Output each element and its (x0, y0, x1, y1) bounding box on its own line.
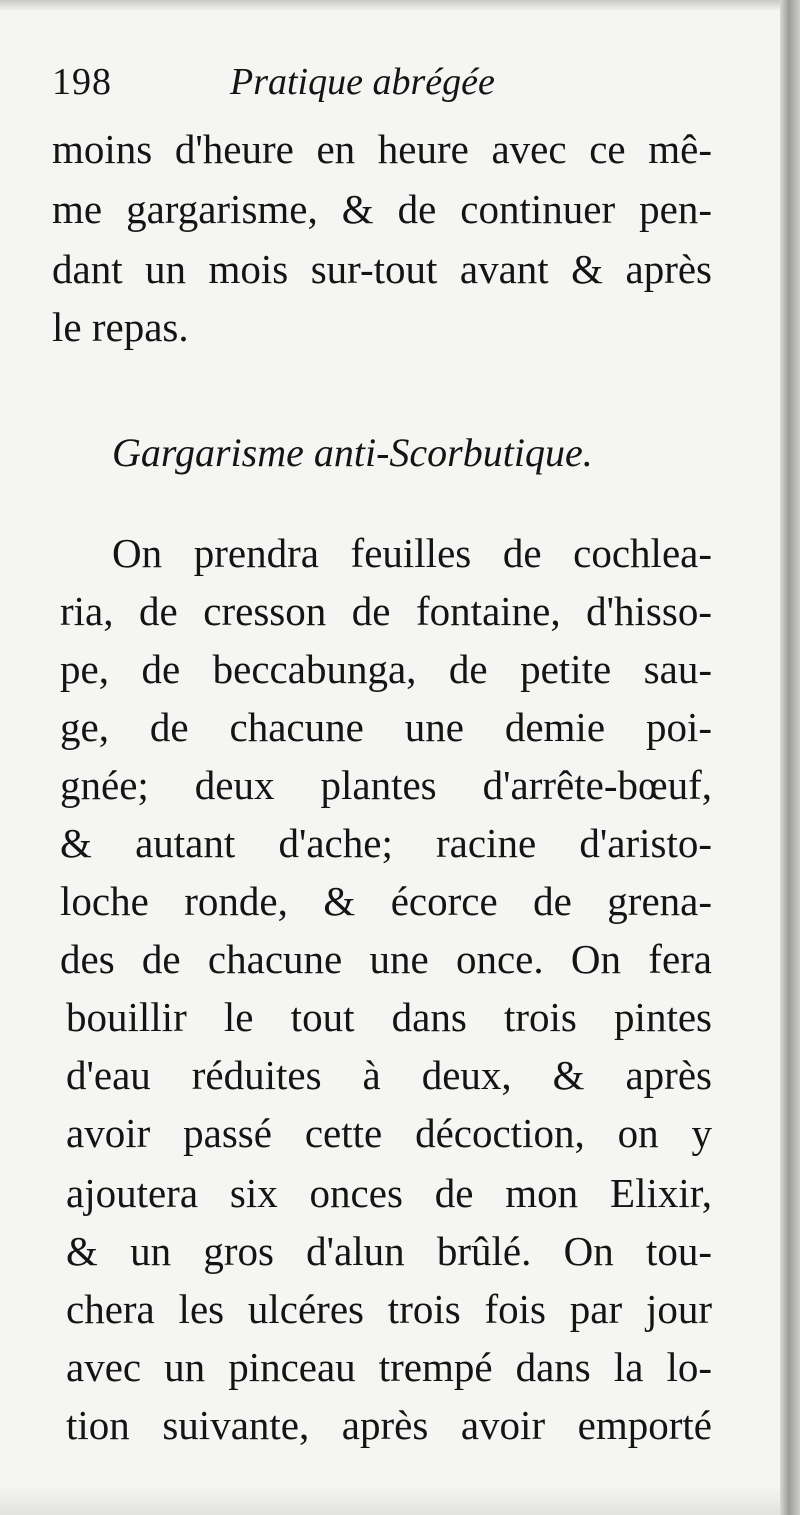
text-line: & un gros d'alun brûlé. On tou- (66, 1228, 712, 1274)
running-title: Pratique abrégée (230, 61, 495, 103)
text-line: des de chacune une once. On fera (60, 936, 712, 982)
text-line: ge, de chacune une demie poi- (60, 704, 712, 750)
text-line: pe, de beccabunga, de petite sau- (60, 646, 712, 692)
text-line: avec un pinceau trempé dans la lo- (66, 1344, 712, 1390)
text-line: loche ronde, & écorce de grena- (60, 878, 712, 924)
text-line: avoir passé cette décoction, on y (66, 1110, 712, 1156)
text-line: gnée; deux plantes d'arrête-bœuf, (60, 762, 712, 808)
text-line: bouillir le tout dans trois pintes (66, 994, 712, 1040)
text-line: le repas. (52, 304, 189, 350)
text-line: chera les ulcéres trois fois par jour (66, 1286, 712, 1332)
text-line: d'eau réduites à deux, & après (66, 1052, 712, 1098)
section-heading: Gargarisme anti-Scorbutique. (112, 430, 593, 475)
text-line: tion suivante, après avoir emporté (66, 1402, 712, 1448)
text-line: ria, de cresson de fontaine, d'hisso- (60, 588, 712, 634)
page-top-edge (0, 0, 780, 10)
text-line: moins d'heure en heure avec ce mê- (52, 126, 712, 172)
text-line: & autant d'ache; racine d'aristo- (60, 820, 712, 866)
text-line: dant un mois sur-tout avant & après (52, 246, 712, 292)
page-bottom-shadow (0, 1485, 780, 1515)
text-line: On prendra feuilles de cochlea- (112, 530, 712, 576)
page-number: 198 (52, 61, 112, 103)
page-binding-edge (780, 0, 800, 1515)
text-line: me gargarisme, & de continuer pen- (52, 186, 712, 232)
text-line: ajoutera six onces de mon Elixir, (66, 1170, 712, 1216)
